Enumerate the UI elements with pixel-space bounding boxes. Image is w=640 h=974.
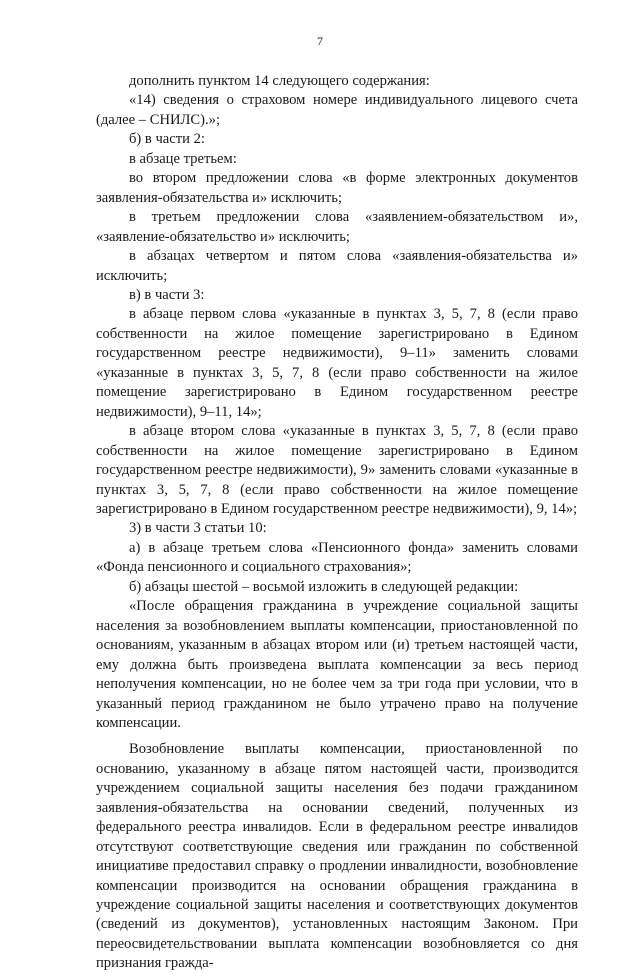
paragraph: Возобновление выплаты компенсации, приостановленной по основанию, указанному в абзаце пятом настоящей части, производится учреждением социальной защиты населения без подачи гражданином заявления-обязательства на основании сведений, полученных из федерального реестра инвалидов. Если в федеральном реестре инвалидов отсутствуют соответствующие сведения или гражданин по собственной инициативе предоставил справку о продлении инвалидности, возобновление компенсации производится на основании обращения гражданина в учреждение социальной защиты населения и соответствующих документов (сведений из документов), установленных настоящим Законом. При переосвидетельствовании выплата компенсации возобновляется со дня признания гражда-: [96, 741, 578, 972]
paragraph: дополнить пунктом 14 следующего содержания:: [129, 73, 430, 89]
paragraph: б) абзацы шестой – восьмой изложить в следующей редакции:: [129, 578, 519, 595]
paragraph: а) в абзаце третьем слова «Пенсионного фонда» заменить словами «Фонда пенсионного и социального страхования»;: [96, 539, 578, 576]
paragraph: в) в части 3:: [129, 286, 205, 303]
paragraph: б) в части 2:: [129, 131, 205, 148]
paragraph: «14) сведения о страховом номере индивидуального лицевого счета (далее – СНИЛС).»;: [96, 92, 578, 128]
paragraph: в абзаце третьем:: [129, 150, 237, 167]
paragraph: «После обращения гражданина в учреждение социальной защиты населения за возобновлением выплаты компенсации, приостановленной по основаниям, указанным в абзацах втором или (и) третьем настоящей части, ему должна быть произведена выплата компенсации за весь период неполучения компенсации, но не более чем за три года при условии, что в указанный период гражданином не было утрачено право на получение компенсации.: [96, 598, 578, 731]
paragraph: в абзаце первом слова «указанные в пунктах 3, 5, 7, 8 (если право собственности на жилое помещение зарегистрировано в Едином государственном реестре недвижимости), 9–11» заменить словами «указанные в пунктах 3, 5, 7, 8 (если право собственности на жилое помещение зарегистрировано в Едином государственном реестре недвижимости), 9–11, 14»;: [96, 306, 578, 420]
paragraph: 3) в части 3 статьи 10:: [129, 520, 267, 537]
page-number: 7: [317, 34, 323, 48]
paragraph: во втором предложении слова «в форме электронных документов заявления-обязательства и» исключить;: [96, 170, 578, 206]
paragraph: в абзаце втором слова «указанные в пунктах 3, 5, 7, 8 (если право собственности на жилое помещение зарегистрировано в Едином государственном реестре недвижимости), 9» заменить словами «указанные в пунктах 3, 5, 7, 8 (если право собственности на жилое помещение зарегистрировано в Едином государственном реестре недвижимости), 9, 14»;: [96, 423, 578, 517]
document-body: [96, 72, 578, 974]
paragraph: в абзацах четвертом и пятом слова «заявления-обязательства и» исключить;: [96, 248, 578, 284]
paragraph: в третьем предложении слова «заявлением-обязательством и», «заявление-обязательство и» исключить;: [96, 209, 578, 245]
